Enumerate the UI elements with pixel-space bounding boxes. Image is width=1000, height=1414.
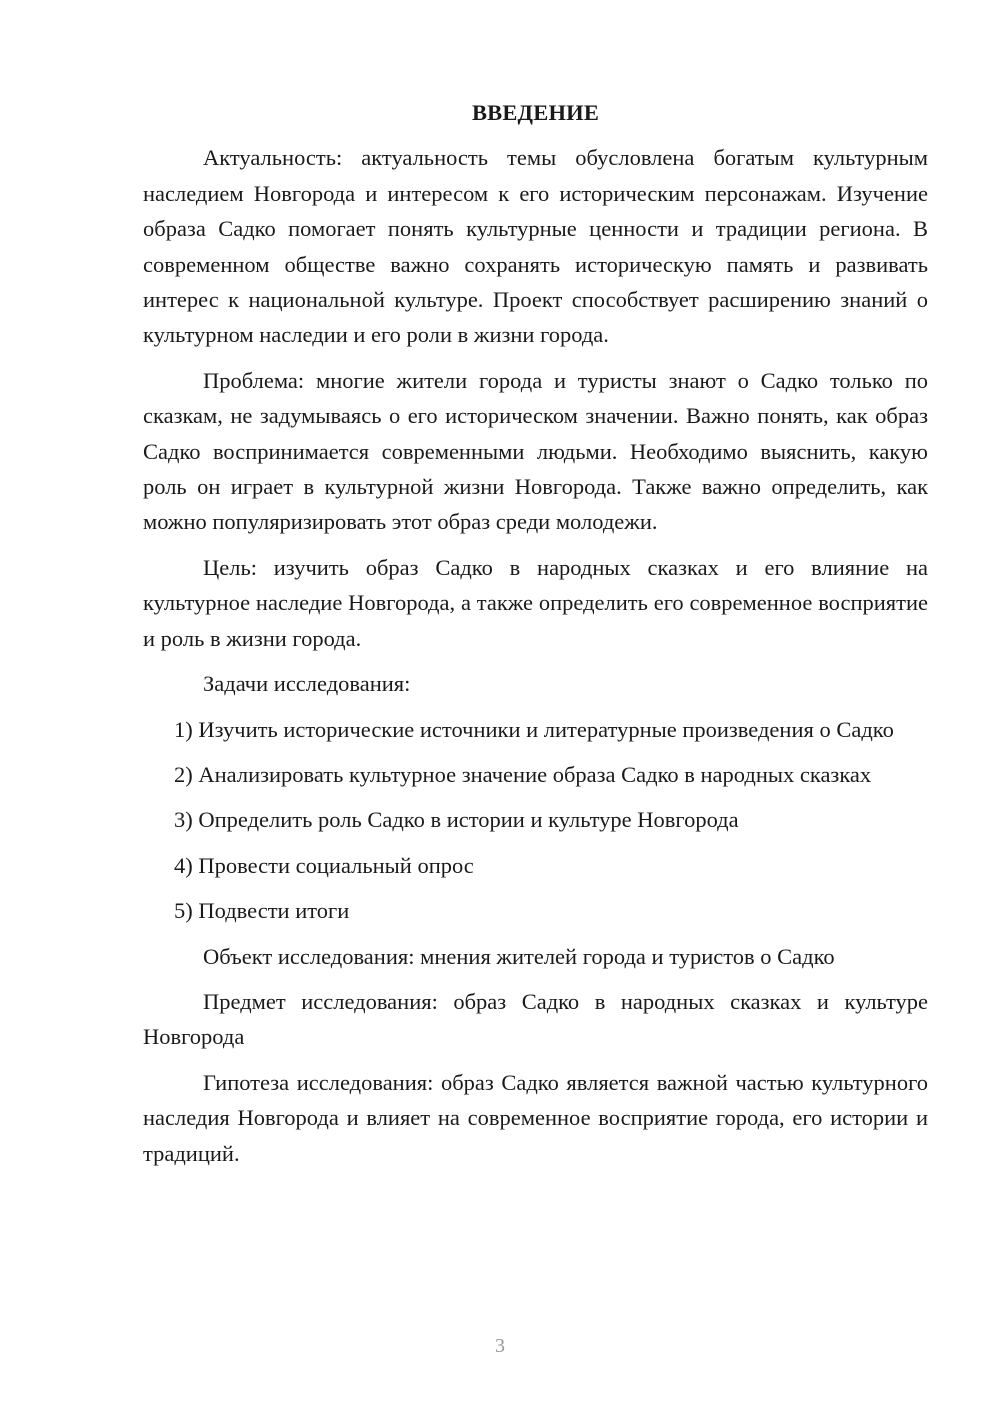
hypothesis-paragraph: Гипотеза исследования: образ Садко является важной частью культурного наследия Новгорода и влияет на современное восприятие города, его истории и традиций. [143, 1069, 928, 1166]
task-item-2: 2) Анализировать культурное значение образа Садко в народных сказках [174, 761, 872, 787]
section-title: ВВЕДЕНИЕ [471, 100, 600, 125]
task-item-5: 5) Подвести итоги [174, 898, 350, 924]
page-content [143, 95, 928, 1171]
page-number: 3 [495, 1335, 505, 1357]
subject-paragraph: Предмет исследования: образ Садко в народных сказках и культуре Новгорода [143, 988, 928, 1050]
task-item-3: 3) Определить роль Садко в истории и культуре Новгорода [174, 807, 739, 833]
tasks-heading: Задачи исследования: [203, 671, 411, 697]
task-item-4: 4) Провести социальный опрос [174, 852, 474, 878]
object-paragraph: Объект исследования: мнения жителей города и туристов о Садко [203, 943, 835, 969]
relevance-paragraph: Актуальность: актуальность темы обусловлена богатым культурным наследием Новгорода и интересом к его историческим персонажам. Изучение образа Садко помогает понять культурные ценности и традиции региона. В современном обществе важно сохранять историческую память и развивать интерес к национальной культуре. Проект способствует расширению знаний о культурном наследии и его роли в жизни города. [143, 145, 928, 348]
task-item-1: 1) Изучить исторические источники и литературные произведения о Садко [174, 716, 894, 742]
problem-paragraph: Проблема: многие жители города и туристы знают о Садко только по сказкам, не задумываясь о его историческом значении. Важно понять, как образ Садко воспринимается современными людьми. Необходимо выяснить, какую роль он играет в культурной жизни Новгорода. Также важно определить, как можно популяризировать этот образ среди молодежи. [143, 367, 928, 535]
goal-paragraph: Цель: изучить образ Садко в народных сказках и его влияние на культурное наследие Новгорода, а также определить его современное восприятие и роль в жизни города. [143, 554, 928, 651]
